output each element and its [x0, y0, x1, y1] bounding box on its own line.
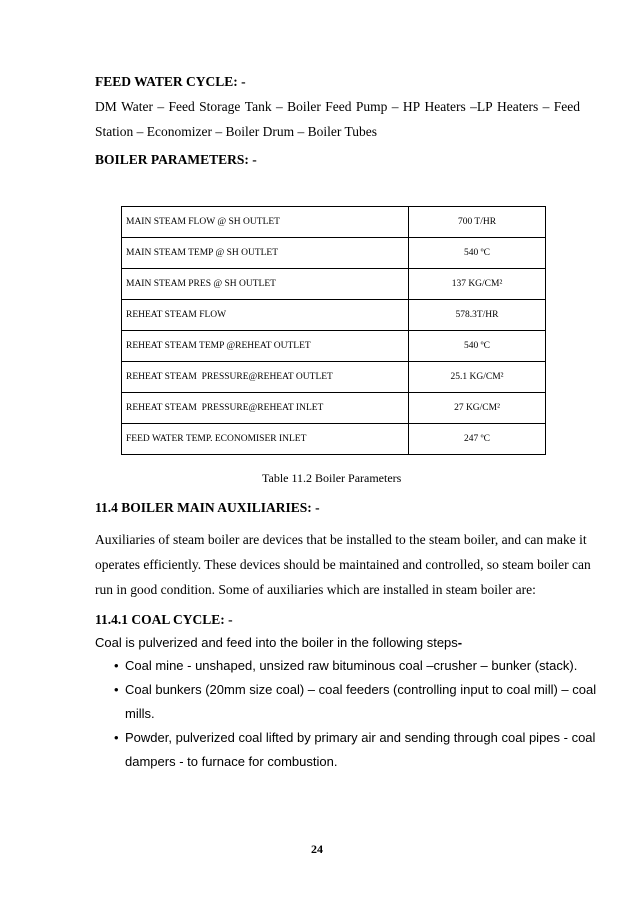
parameter-label: REHEAT STEAM FLOW: [122, 300, 409, 331]
auxiliaries-line-2: operates efficiently. These devices should be maintained and controlled, so steam boiler can: [95, 557, 591, 572]
parameter-row: [122, 331, 546, 362]
table-caption: Table 11.2 Boiler Parameters: [262, 471, 402, 485]
auxiliaries-heading: 11.4 BOILER MAIN AUXILIARIES: -: [95, 500, 320, 515]
parameter-value: 137 KG/CM²: [409, 269, 546, 300]
feed-water-word: Boiler: [287, 99, 321, 114]
parameter-row: [122, 238, 546, 269]
coal-cycle-intro-text: Coal is pulverized and feed into the boiler in the following steps: [95, 635, 458, 650]
feed-water-word: Tank: [244, 99, 272, 114]
bullet-1-line-1: Coal mine - unshaped, unsized raw bituminous coal –crusher – bunker (stack).: [125, 658, 578, 673]
feed-water-word: DM: [95, 99, 117, 114]
feed-water-word: Pump: [355, 99, 388, 114]
parameter-value: 247 ºC: [409, 424, 546, 455]
bullet-2-line-1: Coal bunkers (20mm size coal) – coal feeders (controlling input to coal mill) – coal: [125, 682, 597, 697]
feed-water-word: Feed: [168, 99, 195, 114]
parameter-value: 540 ºC: [409, 331, 546, 362]
parameter-row: [122, 424, 546, 455]
parameter-value: 27 KG/CM²: [409, 393, 546, 424]
feed-water-line-1: [95, 99, 580, 115]
feed-water-word: Heaters: [424, 99, 466, 114]
auxiliaries-line-3: run in good condition. Some of auxiliaries which are installed in steam boiler are:: [95, 582, 536, 597]
parameter-label: MAIN STEAM FLOW @ SH OUTLET: [122, 207, 409, 238]
feed-water-word: –: [275, 99, 283, 114]
boiler-parameters-table: [121, 206, 546, 455]
parameter-value: 540 ºC: [409, 238, 546, 269]
parameter-value: 700 T/HR: [409, 207, 546, 238]
feed-water-word: –: [157, 99, 165, 114]
parameter-label: MAIN STEAM TEMP @ SH OUTLET: [122, 238, 409, 269]
parameter-label: REHEAT STEAM TEMP @REHEAT OUTLET: [122, 331, 409, 362]
parameter-row: [122, 300, 546, 331]
parameter-value: 25.1 KG/CM²: [409, 362, 546, 393]
feed-water-line-2: Station – Economizer – Boiler Drum – Boiler Tubes: [95, 124, 377, 139]
feed-water-word: Heaters: [497, 99, 539, 114]
feed-water-word: Feed: [325, 99, 352, 114]
coal-cycle-heading: 11.4.1 COAL CYCLE: -: [95, 612, 233, 627]
parameter-row: [122, 393, 546, 424]
boiler-parameters-heading: BOILER PARAMETERS: -: [95, 152, 257, 167]
parameter-row: [122, 269, 546, 300]
bullet-2-line-2: mills.: [125, 706, 155, 721]
parameter-label: MAIN STEAM PRES @ SH OUTLET: [122, 269, 409, 300]
feed-water-word: Feed: [553, 99, 580, 114]
bullet-icon: •: [114, 658, 119, 673]
coal-cycle-intro-suffix: -: [457, 635, 463, 650]
feed-water-word: HP: [402, 99, 421, 114]
bullet-3-line-2: dampers - to furnace for combustion.: [125, 754, 338, 769]
parameter-value: 578.3T/HR: [409, 300, 546, 331]
parameter-row: [122, 207, 546, 238]
parameter-label: FEED WATER TEMP. ECONOMISER INLET: [122, 424, 409, 455]
coal-cycle-intro: [95, 635, 462, 650]
bullet-3-line-1: Powder, pulverized coal lifted by primary air and sending through coal pipes - coal: [125, 730, 596, 745]
feed-water-word: –: [542, 99, 550, 114]
feed-water-word: Water: [121, 99, 154, 114]
parameter-label: REHEAT STEAM PRESSURE@REHEAT INLET: [122, 393, 409, 424]
parameter-row: [122, 362, 546, 393]
bullet-icon: •: [114, 682, 119, 697]
bullet-icon: •: [114, 730, 119, 745]
feed-water-word: Storage: [199, 99, 241, 114]
auxiliaries-line-1: Auxiliaries of steam boiler are devices that be installed to the steam boiler, and can make it: [95, 532, 587, 547]
page-number: 24: [311, 842, 323, 856]
feed-water-word: –: [391, 99, 399, 114]
parameter-label: REHEAT STEAM PRESSURE@REHEAT OUTLET: [122, 362, 409, 393]
feed-water-word: –LP: [470, 99, 493, 114]
feed-water-heading: FEED WATER CYCLE: -: [95, 74, 246, 89]
